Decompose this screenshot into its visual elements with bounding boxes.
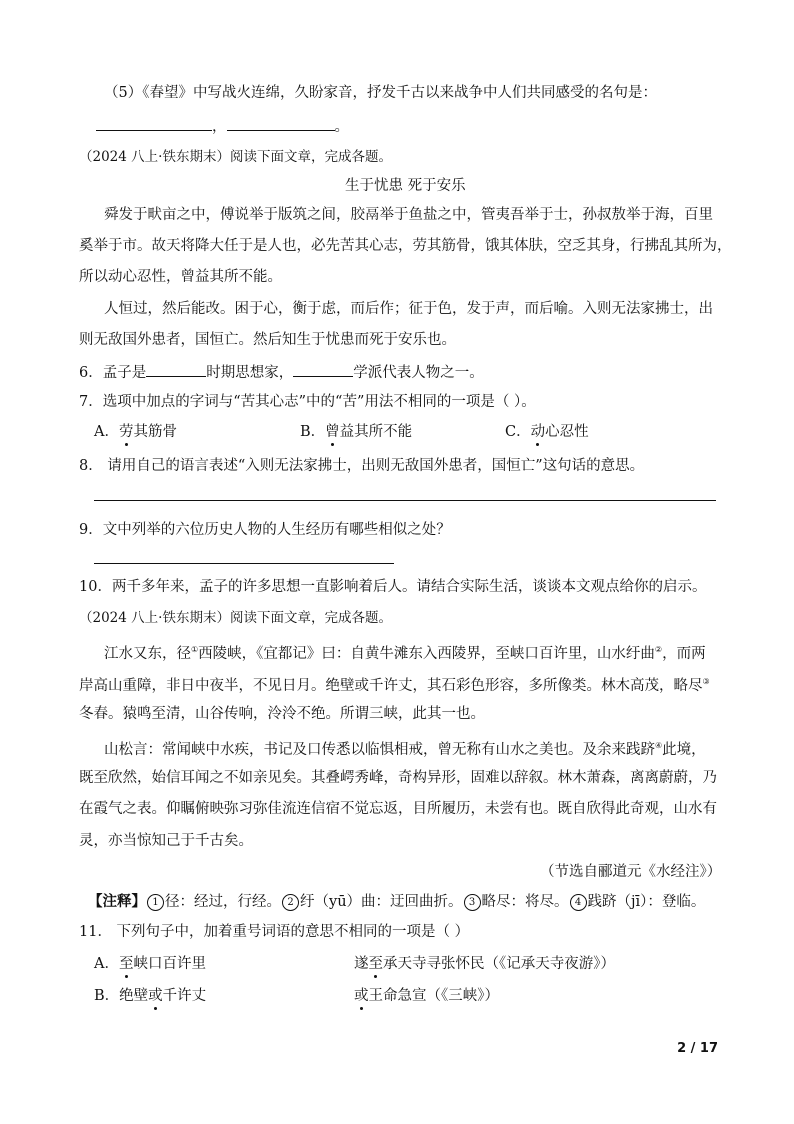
option-b[interactable]: B．曾益其所不能	[300, 424, 413, 440]
passage-line: 奚举于市。故天将降大任于是人也，必先苦其心志，劳其筋骨，饿其体肤，空乏其身，行拂乱其所为，	[79, 238, 732, 254]
passage-citation: （节选自郦道元《水经注》）	[540, 864, 722, 880]
option-b-compare: 或王命急宣（《三峡》）	[354, 988, 499, 1004]
section-source: （2024 八上·铁东期末）阅读下面文章，完成各题。	[79, 610, 392, 626]
answer-line[interactable]	[94, 563, 394, 564]
answer-blank[interactable]	[146, 362, 206, 377]
question-5-answer-line: ， 。	[96, 116, 349, 137]
passage-line: 冬春。猿鸣至清，山谷传响，泠泠不绝。所谓三峡，此其一也。	[79, 706, 485, 722]
option-b[interactable]: B．绝壁或千许丈	[94, 988, 207, 1004]
answer-blank[interactable]	[227, 116, 335, 131]
answer-line[interactable]	[94, 500, 716, 501]
option-a[interactable]: A．至峡口百许里	[94, 956, 206, 972]
answer-blank[interactable]	[96, 116, 212, 131]
answer-blank[interactable]	[293, 362, 353, 377]
passage-line: 江水又东，径①西陵峡，《宜都记》曰：自黄牛滩东入西陵界，至峡口百许里，山水纡曲②，而两	[104, 645, 706, 662]
question-9: 9．文中列举的六位历史人物的人生经历有哪些相似之处？	[79, 522, 451, 538]
option-c[interactable]: C．动心忍性	[505, 424, 589, 440]
question-7: 7．选项中加点的字词与“苦其心志”中的“苦”用法不相同的一项是（ ）。	[79, 394, 536, 410]
question-6: 6．孟子是 时期思想家， 学派代表人物之一。	[79, 362, 484, 383]
question-11: 11． 下列句子中，加着重号词语的意思不相同的一项是（ ）	[79, 924, 470, 940]
section-source: （2024 八上·铁东期末）阅读下面文章，完成各题。	[79, 149, 392, 165]
question-10: 10．两千多年来，孟子的许多思想一直影响着后人。请结合实际生活，谈谈本文观点给你的启示。	[79, 579, 707, 595]
passage-line: 灵，亦当惊知己于千古矣。	[79, 833, 253, 849]
question-8: 8． 请用自己的语言表述“入则无法家拂士，出则无敌国外患者，国恒亡”这句话的意思。	[79, 458, 645, 474]
passage-line: 既至欣然，始信耳闻之不如亲见矣。其叠崿秀峰，奇构异形，固难以辞叙。林木萧森，离离蔚蔚，乃	[79, 770, 717, 786]
annotation-notes: 【注释】 1 径：经过，行经。 2 纡（yū）曲：迂回曲折。 3 略尽：将尽。 4 践跻（jī）：登临。	[88, 893, 706, 910]
passage-line: 所以动心忍性，曾益其所不能。	[79, 269, 282, 285]
passage-line: 山松言：常闻峡中水疾，书记及口传悉以临惧相戒，曾无称有山水之美也。及余来践跻④此境，	[104, 741, 706, 758]
passage-line: 岸高山重障，非日中夜半，不见日月。绝壁或千许丈，其石彩色形容，多所像类。林木高茂，略尽③	[79, 677, 710, 694]
option-a-compare: 遂至承天寺寻张怀民（《记承天寺夜游》）	[354, 956, 615, 972]
passage-line: 舜发于畎亩之中，傅说举于版筑之间，胶鬲举于鱼盐之中，管夷吾举于士，孙叔敖举于海，百里	[104, 207, 713, 223]
page-number: 2 / 17	[677, 1041, 718, 1056]
passage-line: 人恒过，然后能改。困于心，衡于虑，而后作；征于色，发于声，而后喻。入则无法家拂士，出	[104, 301, 713, 317]
question-5: （5）《春望》中写战火连绵，久盼家音，抒发千古以来战争中人们共同感受的名句是：	[104, 85, 657, 101]
passage-line: 则无敌国外患者，国恒亡。然后知生于忧患而死于安乐也。	[79, 332, 456, 348]
passage-line: 在霞气之表。仰瞩俯映弥习弥佳流连信宿不觉忘返，目所履历，未尝有也。既自欣得此奇观，山水有	[79, 801, 717, 817]
option-a[interactable]: A．劳其筋骨	[94, 424, 177, 440]
passage-title: 生于忧患 死于安乐	[345, 178, 466, 194]
